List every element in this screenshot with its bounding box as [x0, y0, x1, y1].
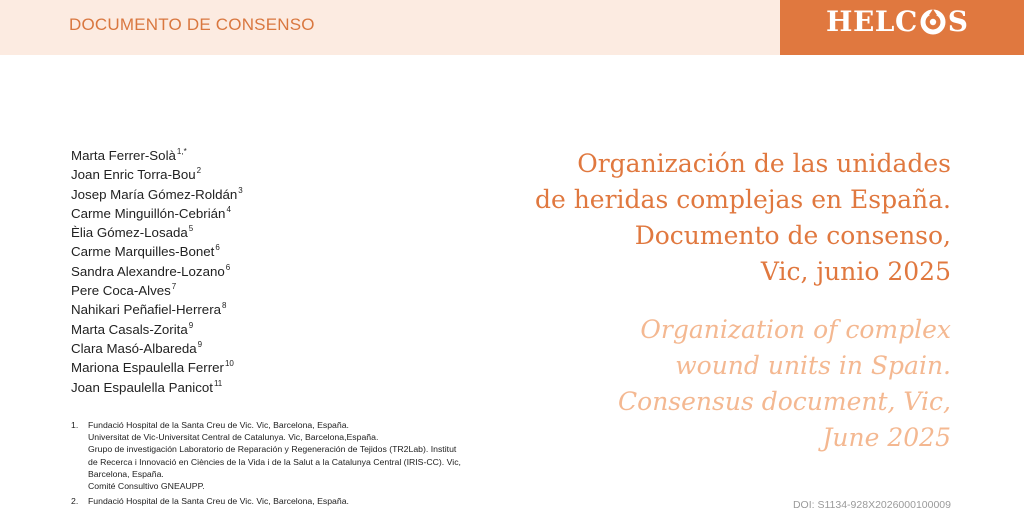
english-title-line: June 2025 [822, 423, 951, 452]
affiliation-line: Grupo de investigación Laboratorio de Reparación y Regeneración de Tejidos (TR2Lab). Institut [88, 444, 457, 455]
author-name: Sandra Alexandre-Lozano [71, 263, 225, 279]
author-affiliation-ref: 7 [171, 282, 177, 292]
author-affiliation-ref: 2 [196, 166, 202, 176]
logo-o-icon [919, 8, 947, 36]
author-name: Joan Enric Torra-Bou [71, 167, 196, 183]
section-label: DOCUMENTO DE CONSENSO [69, 15, 315, 34]
author-item [71, 262, 243, 281]
spanish-title-line: de heridas complejas en España. [534, 185, 951, 214]
author-name: Mariona Espaulella Ferrer [71, 360, 224, 376]
author-affiliation-ref: 9 [188, 320, 194, 330]
affiliation-item [71, 495, 491, 507]
author-item [71, 358, 243, 377]
affiliation-number: 1. [71, 420, 79, 430]
english-title [481, 312, 951, 456]
affiliation-line: Fundació Hospital de la Santa Creu de Vic. Vic, Barcelona, España. [88, 496, 349, 507]
author-item [71, 146, 243, 165]
author-name: Nahikari Peñafiel-Herrera [71, 302, 222, 318]
affiliation-line: Barcelona, España. [88, 468, 164, 479]
affiliation-line: Comité Consultivo GNEAUPP. [88, 481, 205, 492]
author-item [71, 165, 243, 184]
author-affiliation-ref: 8 [222, 301, 227, 311]
affiliation-line: de Recerca i Innovació en Ciències de la Vida i de la Salut a la Catalunya Central (IRIS-CC). Vic, [88, 456, 461, 467]
author-name: Marta Ferrer-Solà [71, 148, 176, 163]
author-name: Carme Minguillón-Cebrián [71, 205, 226, 221]
spanish-title-line: Organización de las unidades [577, 149, 951, 178]
spanish-title-line: Vic, junio 2025 [760, 257, 951, 286]
affiliation-list [71, 419, 491, 510]
author-name: Carme Marquilles-Bonet [71, 244, 215, 260]
affiliation-line: Fundació Hospital de la Santa Creu de Vic. Vic, Barcelona, España. [88, 420, 349, 430]
english-title-line: wound units in Spain. [675, 351, 951, 380]
author-name: Pere Coca-Alves [71, 283, 171, 299]
author-affiliation-ref: 1,* [176, 147, 187, 156]
spanish-title [481, 146, 951, 290]
author-list [71, 146, 243, 397]
author-item [71, 281, 243, 300]
author-name: Clara Masó-Albareda [71, 340, 197, 356]
author-item [71, 339, 243, 358]
author-item [71, 185, 243, 204]
author-affiliation-ref: 6 [215, 243, 220, 253]
author-item [71, 204, 243, 223]
author-affiliation-ref: 9 [197, 339, 203, 349]
logo-text-right: S [947, 5, 969, 38]
header-bar [0, 0, 780, 55]
affiliation-line: Universitat de Vic-Universitat Central de Catalunya. Vic, Barcelona,España. [88, 432, 379, 443]
doi-label: DOI: S1134-928X2026000100009 [792, 499, 951, 511]
author-item [71, 242, 243, 261]
author-affiliation-ref: 5 [188, 224, 194, 234]
author-affiliation-ref: 10 [224, 359, 234, 369]
author-item [71, 300, 243, 319]
logo-text-left: HELC [826, 5, 918, 38]
author-affiliation-ref: 4 [226, 204, 231, 214]
author-name: Èlia Gómez-Losada [71, 225, 188, 241]
author-name: Josep María Gómez-Roldán [71, 186, 238, 202]
logo-box [780, 0, 1024, 55]
author-name: Joan Espaulella Panicot [71, 379, 213, 395]
author-item [71, 320, 243, 339]
english-title-line: Consensus document, Vic, [618, 387, 951, 416]
author-affiliation-ref: 6 [225, 262, 231, 272]
author-item [71, 223, 243, 242]
affiliation-item [71, 419, 491, 492]
author-name: Marta Casals-Zorita [71, 321, 188, 337]
helcos-logo [826, 5, 969, 38]
english-title-line: Organization of complex [640, 315, 951, 344]
author-affiliation-ref: 3 [238, 185, 243, 195]
affiliation-number: 2. [71, 496, 79, 507]
author-item [71, 378, 243, 397]
spanish-title-line: Documento de consenso, [634, 221, 951, 250]
author-affiliation-ref: 11 [213, 378, 223, 388]
